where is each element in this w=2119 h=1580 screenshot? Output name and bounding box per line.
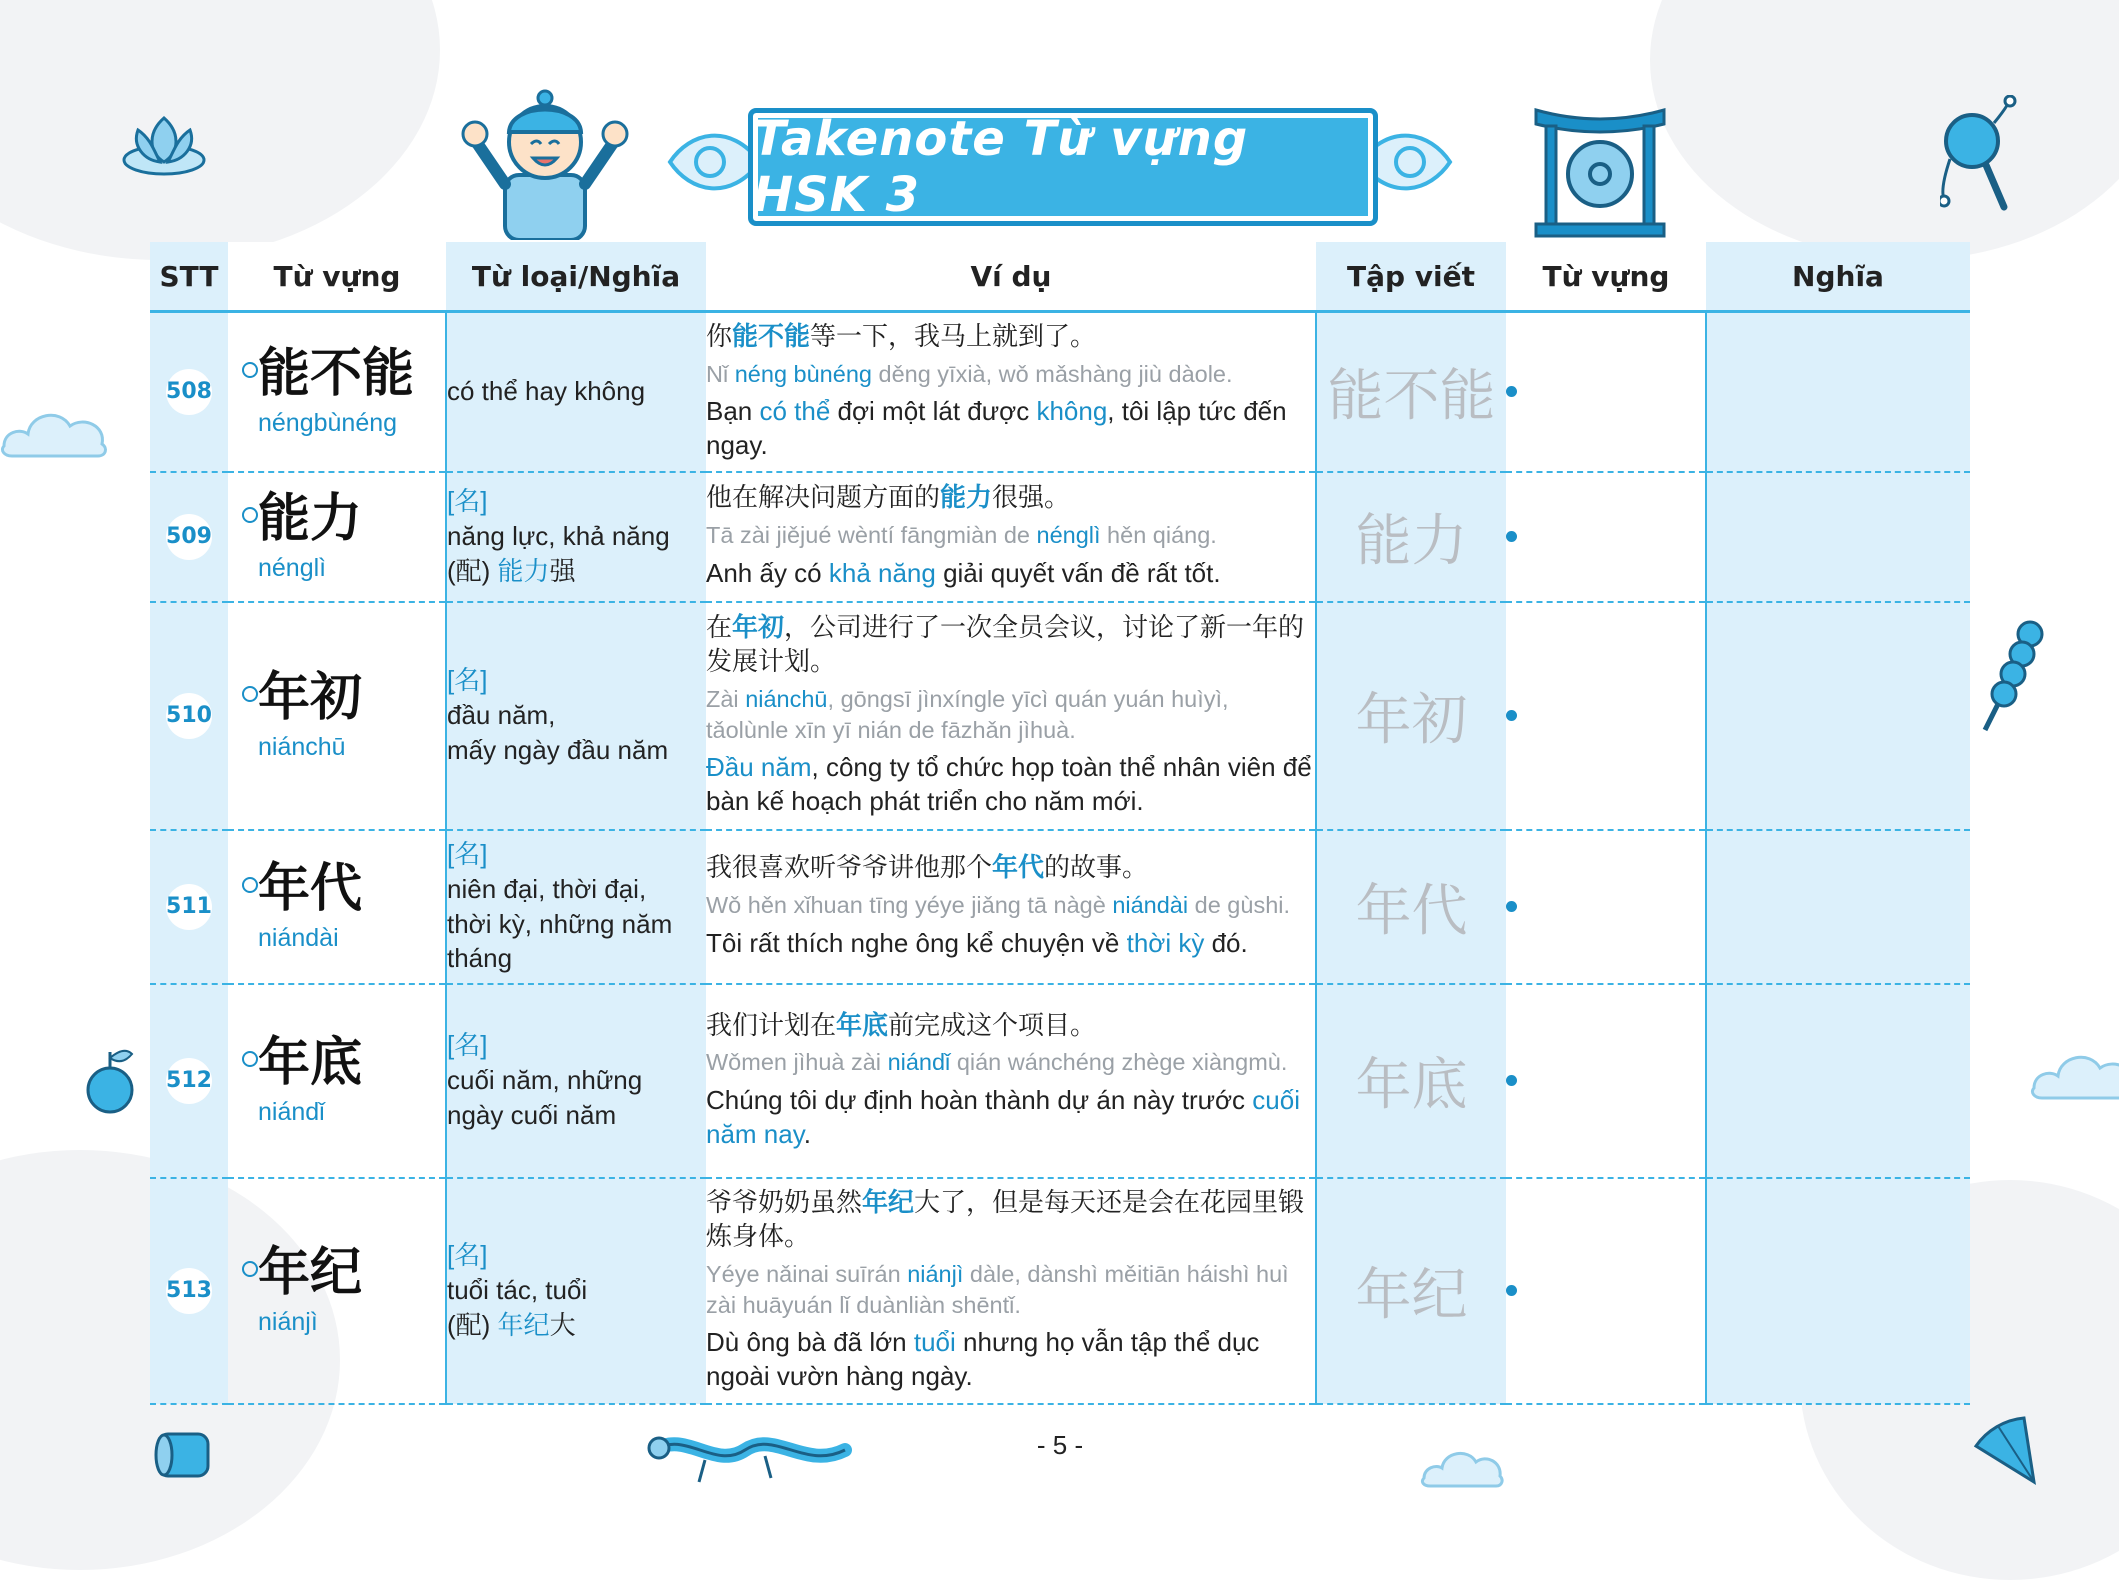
table-row <box>150 1178 1970 1404</box>
rattle-drum-icon <box>1940 95 2020 215</box>
example-pinyin <box>706 359 1315 390</box>
bullet-circle-icon <box>242 362 258 378</box>
text-segment: , tôi lập tức đến ngay. <box>706 396 1287 460</box>
pos-tag-text: [名] <box>447 665 488 696</box>
meaning-text: năng lực, khả năng <box>447 521 670 552</box>
writing-practice-cell: 能不能 <box>1316 312 1506 472</box>
bullet-dot-icon <box>1506 710 1517 721</box>
table-row <box>150 472 1970 602</box>
example-pinyin <box>706 684 1315 745</box>
bullet-circle-icon <box>242 877 258 893</box>
text-segment: 爷爷奶奶虽然 <box>706 1188 863 1219</box>
highlighted-term: 年初 <box>732 613 785 644</box>
highlighted-term: niándǐ <box>887 1049 951 1076</box>
text-segment: 他在解决问题方面的 <box>706 483 941 514</box>
highlighted-term: không <box>1036 396 1108 427</box>
vocab-practice-cell <box>1506 984 1706 1178</box>
pos-meaning-cell <box>446 472 706 602</box>
pos-tag-text: [名] <box>447 1030 488 1061</box>
meaning-line <box>447 941 706 976</box>
vocab-practice-cell <box>1506 1178 1706 1404</box>
pos-tag-text: [名] <box>447 1240 488 1271</box>
text-segment: 在 <box>706 613 733 644</box>
stt-cell <box>150 984 228 1178</box>
bullet-dot-icon <box>1506 386 1517 397</box>
meaning-text: tháng <box>447 943 513 974</box>
highlighted-term: có thể <box>759 396 831 427</box>
meaning-text: có thể hay không <box>447 376 646 407</box>
collocation-term: 能力 <box>497 555 550 586</box>
example-vietnamese <box>706 557 1315 591</box>
stt-badge: 508 <box>166 369 212 415</box>
gong-icon <box>1530 100 1670 240</box>
example-vietnamese <box>706 1084 1315 1152</box>
bullet-dot-icon <box>1506 901 1517 912</box>
example-cell <box>706 472 1316 602</box>
collocation-tail: 强 <box>549 555 576 586</box>
example-chinese <box>706 852 1315 886</box>
writing-practice-cell: 年初 <box>1316 602 1506 830</box>
stt-cell <box>150 602 228 830</box>
example-cell <box>706 1178 1316 1404</box>
table-row <box>150 312 1970 472</box>
writing-practice-cell: 年底 <box>1316 984 1506 1178</box>
text-segment: nhưng họ vẫn tập thể dục ngoài vườn hàng ngày. <box>706 1327 1260 1391</box>
text-segment: . <box>803 1118 812 1149</box>
highlighted-term: 年底 <box>836 1010 889 1041</box>
vocabulary-table <box>150 242 1970 1405</box>
pos-meaning-cell <box>446 1178 706 1404</box>
text-segment: 前完成这个项目。 <box>888 1010 1097 1041</box>
column-header-vocab-practice: Từ vựng <box>1506 242 1706 312</box>
example-pinyin <box>706 890 1315 921</box>
boy-mascot-icon <box>455 80 635 240</box>
vocab-cell <box>228 1178 446 1404</box>
highlighted-term: niándài <box>1112 892 1189 919</box>
pinyin: niánjì <box>258 1307 318 1336</box>
text-segment: de gùshi. <box>1188 892 1291 919</box>
example-chinese <box>706 1010 1315 1044</box>
meaning-text: (配) <box>447 555 498 586</box>
example-vietnamese <box>706 1326 1315 1394</box>
background-shape <box>0 0 440 260</box>
pinyin: niánchū <box>258 732 346 761</box>
stt-cell <box>150 312 228 472</box>
meaning-text: thời kỳ, những năm <box>447 908 673 939</box>
text-segment: dàle, dànshì měitiān háishì huì zài huāyuán lǐ duànliàn shēntǐ. <box>706 1260 1289 1318</box>
example-pinyin <box>706 1259 1315 1320</box>
column-header-meaning-practice: Nghĩa <box>1706 242 1970 312</box>
text-segment: 等一下，我马上就到了。 <box>810 321 1097 352</box>
pinyin: niándài <box>258 923 339 952</box>
pos-tag <box>447 1238 706 1273</box>
column-header-example: Ví dụ <box>706 242 1316 312</box>
text-segment: , gōngsī jìnxíngle yīcì quán yuán huìyì, tǎolùnle xīn yī nián de fāzhǎn jìhuà. <box>706 685 1229 743</box>
text-segment: qián wánchéng zhège xiàngmù. <box>950 1049 1288 1076</box>
vocab-cell <box>228 472 446 602</box>
highlighted-term: 年代 <box>992 853 1045 884</box>
stt-badge: 510 <box>166 693 212 739</box>
meaning-text: niên đại, thời đại, <box>447 873 647 904</box>
pos-tag-text: [名] <box>447 838 488 869</box>
meaning-line <box>447 733 706 768</box>
meaning-text: ngày cuối năm <box>447 1099 617 1130</box>
background-shape <box>1650 0 2119 260</box>
text-segment: ，公司进行了一次全员会议，讨论了新一年的发展计划。 <box>706 613 1305 678</box>
hanzi-word: 年初 <box>258 668 363 729</box>
cloud-icon <box>0 398 112 460</box>
stt-badge: 509 <box>166 514 212 560</box>
meaning-practice-cell <box>1706 830 1970 984</box>
bullet-dot-icon <box>1506 1285 1517 1296</box>
hanzi-word: 年代 <box>258 859 363 920</box>
pos-meaning-cell <box>446 984 706 1178</box>
meaning-text: (配) <box>447 1309 498 1340</box>
text-segment: Tā zài jiějué wèntí fāngmiàn de <box>706 522 1037 549</box>
vocab-cell <box>228 312 446 472</box>
bullet-circle-icon <box>242 1261 258 1277</box>
stt-cell <box>150 1178 228 1404</box>
page-number: - 5 - <box>1036 1430 1084 1460</box>
meaning-line <box>447 872 706 907</box>
hanzi-word: 年底 <box>258 1033 363 1094</box>
hanzi-word: 能不能 <box>258 344 415 405</box>
orange-icon <box>86 1046 138 1116</box>
lotus-icon <box>118 112 210 178</box>
meaning-line <box>447 519 706 554</box>
text-segment: Dù ông bà đã lớn <box>706 1327 914 1358</box>
example-cell <box>706 602 1316 830</box>
example-chinese <box>706 482 1315 516</box>
highlighted-term: niánjì <box>907 1260 964 1287</box>
example-cell <box>706 830 1316 984</box>
pinyin: nénglì <box>258 553 327 582</box>
meaning-line <box>447 374 706 409</box>
example-vietnamese <box>706 927 1315 961</box>
meaning-line <box>447 907 706 942</box>
highlighted-term: thời kỳ <box>1126 927 1205 958</box>
column-header-vocab: Từ vựng <box>228 242 446 312</box>
pos-tag <box>447 484 706 519</box>
text-segment: 很强。 <box>992 483 1071 514</box>
highlighted-term: 能力 <box>940 483 993 514</box>
text-segment: 你 <box>706 321 733 352</box>
dragon-icon <box>645 1420 855 1490</box>
example-pinyin <box>706 1047 1315 1078</box>
writing-practice-cell: 年纪 <box>1316 1178 1506 1404</box>
text-segment: Zài <box>706 685 746 712</box>
collocation-tail: 大 <box>549 1309 576 1340</box>
pos-meaning-cell <box>446 602 706 830</box>
meaning-line <box>447 1063 706 1098</box>
column-header-stt: STT <box>150 242 228 312</box>
hanzi-word: 能力 <box>258 489 363 550</box>
meaning-practice-cell <box>1706 602 1970 830</box>
tanghulu-icon <box>1975 618 2045 738</box>
table-row <box>150 984 1970 1178</box>
example-vietnamese <box>706 751 1315 819</box>
text-segment: , công ty tổ chức họp toàn thể nhân viên để bàn kế hoạch phát triển cho năm mới. <box>706 752 1312 816</box>
text-segment: Bạn <box>706 396 760 427</box>
meaning-text: mấy ngày đầu năm <box>447 734 669 765</box>
text-segment: Tôi rất thích nghe ông kể chuyện về <box>706 927 1127 958</box>
example-cell <box>706 312 1316 472</box>
text-segment: đợi một lát được <box>830 396 1037 427</box>
pos-meaning-cell <box>446 312 706 472</box>
stt-badge: 513 <box>166 1268 212 1314</box>
text-segment: Yéye nǎinai suīrán <box>706 1260 908 1287</box>
highlighted-term: cuối năm nay <box>706 1084 1300 1149</box>
example-cell <box>706 984 1316 1178</box>
meaning-practice-cell <box>1706 312 1970 472</box>
text-segment: giải quyết vấn đề rất tốt. <box>935 557 1221 588</box>
vocab-cell <box>228 602 446 830</box>
writing-practice-cell: 能力 <box>1316 472 1506 602</box>
text-segment: đó. <box>1204 927 1248 958</box>
column-header-writing: Tập viết <box>1316 242 1506 312</box>
text-segment: 大了，但是每天还是会在花园里锻炼身体。 <box>706 1188 1305 1253</box>
fan-icon <box>1968 1416 2052 1486</box>
vocab-practice-cell <box>1506 830 1706 984</box>
column-header-pos-meaning: Từ loại/Nghĩa <box>446 242 706 312</box>
pos-tag <box>447 663 706 698</box>
text-segment: 我很喜欢听爷爷讲他那个 <box>706 853 993 884</box>
vocab-practice-cell <box>1506 312 1706 472</box>
meaning-practice-cell <box>1706 472 1970 602</box>
stt-cell <box>150 472 228 602</box>
text-segment: 我们计划在 <box>706 1010 837 1041</box>
meaning-line <box>447 1273 706 1308</box>
bullet-dot-icon <box>1506 1075 1517 1086</box>
text-segment: hěn qiáng. <box>1100 522 1217 549</box>
meaning-practice-cell <box>1706 1178 1970 1404</box>
meaning-line <box>447 698 706 733</box>
example-pinyin <box>706 520 1315 551</box>
example-chinese <box>706 321 1315 355</box>
example-chinese <box>706 612 1315 680</box>
vocab-cell <box>228 830 446 984</box>
stt-badge: 512 <box>166 1058 212 1104</box>
pinyin: niándǐ <box>258 1097 325 1126</box>
cloud-icon <box>2030 1040 2119 1102</box>
highlighted-term: 能不能 <box>732 321 811 352</box>
highlighted-term: néng bùnéng <box>734 360 872 387</box>
text-segment: Anh ấy có <box>706 557 829 588</box>
collocation-term: 年纪 <box>497 1309 550 1340</box>
bullet-circle-icon <box>242 507 258 523</box>
page-title: Takenote Từ vựng HSK 3 <box>753 111 1249 223</box>
pinyin: néngbùnéng <box>258 409 398 438</box>
bullet-circle-icon <box>242 1051 258 1067</box>
example-chinese <box>706 1187 1315 1255</box>
vocab-practice-cell <box>1506 602 1706 830</box>
hanzi-word: 年纪 <box>258 1243 363 1304</box>
title-box <box>748 108 1378 226</box>
text-segment: Chúng tôi dự định hoàn thành dự án này trước <box>706 1084 1253 1115</box>
meaning-practice-cell <box>1706 984 1970 1178</box>
bullet-circle-icon <box>242 686 258 702</box>
pos-tag <box>447 1028 706 1063</box>
text-segment: děng yīxià, wǒ mǎshàng jiù dàole. <box>871 360 1233 387</box>
meaning-text: đầu năm, <box>447 700 556 731</box>
title-banner <box>660 100 1460 230</box>
bullet-dot-icon <box>1506 531 1517 542</box>
table-row <box>150 830 1970 984</box>
stt-badge: 511 <box>166 884 212 930</box>
pos-tag <box>447 837 706 872</box>
meaning-text: tuổi tác, tuổi <box>447 1275 588 1306</box>
pos-tag-text: [名] <box>447 486 488 517</box>
stt-cell <box>150 830 228 984</box>
highlighted-term: tuổi <box>913 1327 956 1358</box>
highlighted-term: Đầu năm <box>706 752 812 783</box>
vocab-cell <box>228 984 446 1178</box>
writing-practice-cell: 年代 <box>1316 830 1506 984</box>
meaning-line <box>447 1308 706 1343</box>
highlighted-term: khả năng <box>828 557 936 588</box>
meaning-line <box>447 554 706 589</box>
pos-meaning-cell <box>446 830 706 984</box>
meaning-text: cuối năm, những <box>447 1065 643 1096</box>
table-row <box>150 602 1970 830</box>
highlighted-term: 年纪 <box>862 1188 915 1219</box>
example-vietnamese <box>706 395 1315 463</box>
text-segment: Wǒmen jìhuà zài <box>706 1049 888 1076</box>
text-segment: Nǐ <box>706 360 735 387</box>
meaning-line <box>447 1098 706 1133</box>
drum-icon <box>150 1428 216 1482</box>
table-header-row <box>150 242 1970 312</box>
text-segment: Wǒ hěn xǐhuan tīng yéye jiǎng tā nàgè <box>706 892 1113 919</box>
vocab-practice-cell <box>1506 472 1706 602</box>
cloud-icon <box>1420 1440 1504 1490</box>
text-segment: 的故事。 <box>1044 853 1149 884</box>
highlighted-term: niánchū <box>745 685 828 712</box>
highlighted-term: nénglì <box>1036 522 1101 549</box>
